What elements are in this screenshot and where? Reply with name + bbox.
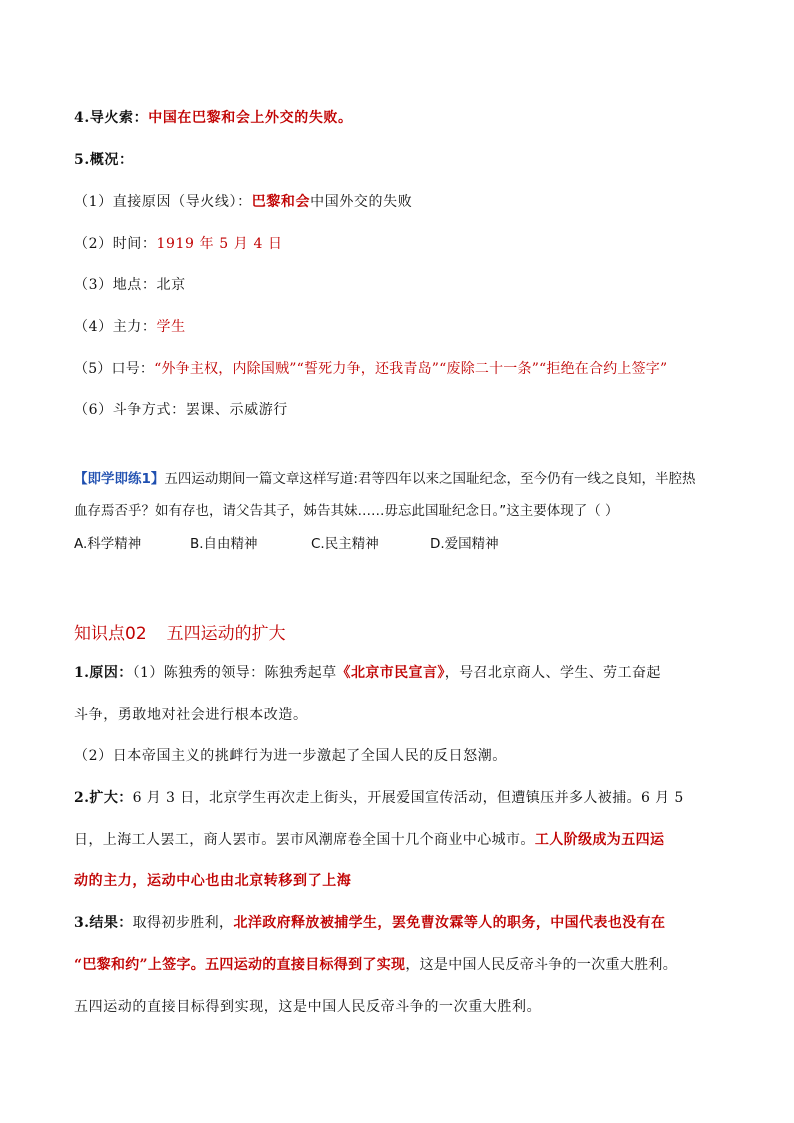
knowledge-point-2-heading	[74, 619, 286, 644]
reason-p1a: （1）陈独秀的领导：陈独秀起草	[132, 665, 337, 681]
option-d[interactable]: D.爱国精神	[430, 536, 499, 552]
expand-text-1: 6 月 3 日，北京学生再次走上街头，开展爱国宣传活动，但遭镇压并多人被捕。6 月 5	[132, 790, 684, 806]
reason-line-2: 斗争，勇敢地对社会进行根本改造。	[74, 707, 308, 723]
overview-item-4	[74, 316, 186, 336]
exercise-tag: 【即学即练1】	[74, 471, 165, 487]
result-highlight-1: 北洋政府释放被捕学生，罢免曹汝霖等人的职务，中国代表也没有在	[233, 915, 666, 931]
section-5-label: 5.概况：	[74, 152, 134, 168]
reason-line-3: （2）日本帝国主义的挑衅行为进一步激起了全国人民的反日怒潮。	[74, 748, 507, 764]
section-4-text: 中国在巴黎和会上外交的失败。	[148, 110, 353, 126]
expand-line-3: 动的主力，运动中心也由北京转移到了上海	[74, 873, 352, 889]
option-a[interactable]: A.科学精神	[74, 536, 142, 552]
expand-line-1	[74, 787, 684, 807]
reason-label: 1.原因：	[74, 665, 133, 681]
overview-item-2	[74, 233, 283, 253]
overview-item-6	[74, 399, 288, 419]
section-4-trigger	[74, 107, 353, 127]
item-3-text: （3）地点：北京	[74, 277, 186, 293]
expand-line-2	[74, 829, 664, 849]
item-4-prefix: （4）主力：	[74, 319, 157, 335]
item-5-slogans: “外争主权，内除国贼”“誓死力争，还我青岛”“废除二十一条”“拒绝在合约上签字”	[154, 361, 668, 377]
item-1-highlight: 巴黎和会	[251, 194, 311, 210]
exercise-text-1: 五四运动期间一篇文章这样写道:君等四年以来之国耻纪念，至今仍有一线之良知，半腔热	[164, 471, 696, 487]
option-c[interactable]: C.民主精神	[311, 536, 379, 552]
item-1-suffix: 中国外交的失败	[310, 194, 413, 210]
section-4-label: 4.导火索：	[74, 110, 149, 126]
exercise-line-1	[74, 467, 695, 487]
expand-text-2: 日，上海工人罢工，商人罢市。罢市风潮席卷全国十几个商业中心城市。	[74, 832, 535, 848]
reason-p1-highlight: 《北京市民宣言》	[336, 665, 445, 681]
expand-label: 2.扩大：	[74, 790, 133, 806]
reason-line-1	[74, 662, 661, 682]
result-line-1	[74, 912, 665, 932]
reason-p1b: ，号召北京商人、学生、劳工奋起	[444, 665, 661, 681]
item-4-highlight: 学生	[156, 319, 186, 335]
overview-item-1	[74, 191, 412, 211]
result-line-3: 五四运动的直接目标得到实现，这是中国人民反帝斗争的一次重大胜利。	[74, 999, 542, 1015]
kp2-label: 知识点02	[74, 624, 147, 644]
result-label: 3.结果：	[74, 915, 133, 931]
item-1-prefix: （1）直接原因（导火线）：	[74, 194, 252, 210]
result-line-2	[74, 954, 677, 974]
result-text-1: 取得初步胜利，	[132, 915, 234, 931]
result-highlight-2: “巴黎和约”上签字。五四运动的直接目标得到了实现	[74, 957, 406, 973]
option-b[interactable]: B.自由精神	[190, 536, 258, 552]
overview-item-3	[74, 274, 186, 294]
item-6-text: （6）斗争方式：罢课、示威游行	[74, 402, 288, 418]
exercise-options	[74, 532, 499, 552]
item-2-highlight: 1919 年 5 月 4 日	[156, 236, 283, 252]
kp2-title: 五四运动的扩大	[166, 624, 286, 644]
overview-item-5	[74, 358, 667, 378]
item-2-prefix: （2）时间：	[74, 236, 157, 252]
item-5-prefix: （5）口号：	[74, 361, 155, 377]
expand-highlight-1: 工人阶级成为五四运	[534, 832, 665, 848]
exercise-line-2: 血存焉否乎？如有存也，请父告其子，姊告其妹……毋忘此国耻纪念日。”这主要体现了（ ）	[74, 503, 619, 519]
result-text-2: ，这是中国人民反帝斗争的一次重大胜利。	[405, 957, 678, 973]
